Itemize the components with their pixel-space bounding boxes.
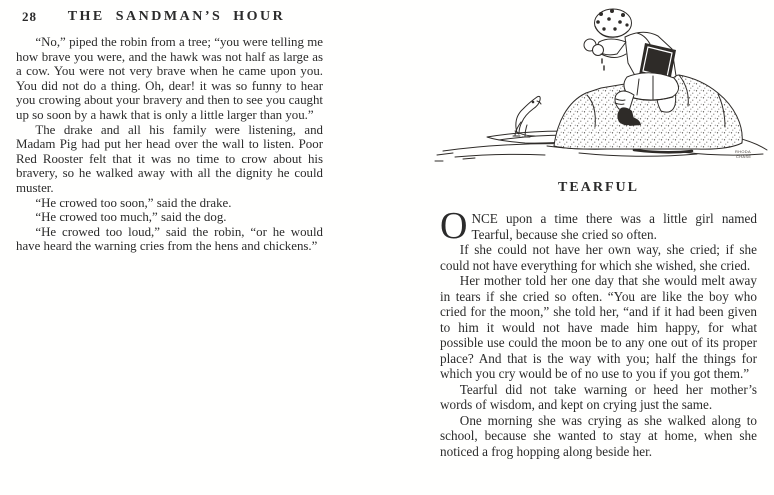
paragraph: “He crowed too loud,” said the robin, “or he would have heard the warning cries from the hens and chickens.” bbox=[16, 224, 323, 254]
running-header: THE SANDMAN’S HOUR bbox=[67, 9, 286, 24]
paragraph: Tearful did not take warning or heed her mother’s words of wisdom, and kept on crying just the same. bbox=[440, 381, 757, 412]
paragraph: Her mother told her one day that she would melt away in tears if she cried so often. “You are like the boy who cried for the moon,” she told her, “and if it had been given to him it would not have made him happy, for what possible use could the moon be to any one out of its proper place? And that is the way with you; half the things for which you cry would be of no use to you if you got them.” bbox=[440, 273, 757, 381]
left-page-text bbox=[16, 35, 323, 254]
opening-paragraph bbox=[440, 205, 757, 247]
paragraph: “No,” piped the robin from a tree; “you were telling me how brave you were, and the hawk was not half as large as a cow. You were not very brave when he came upon you. You did not do a thing. Oh, dear! it was so funny to hear you crowing about your bravery and then to see you caught up so soon by a hawk that is only a little larger than you.” bbox=[16, 35, 323, 122]
paragraph: One morning she was crying as she walked along to school, because she wanted to stay at home, when she noticed a frog hopping along beside her. bbox=[440, 412, 757, 459]
frog-drawing bbox=[513, 96, 541, 137]
page-number: 28 bbox=[22, 9, 37, 24]
paragraph: The drake and all his family were listening, and Madam Pig had put her head over the wall to listen. Poor Red Rooster felt that it was no time to crow about his bravery, so he walked away with all the dignity he could muster. bbox=[16, 122, 323, 195]
bonnet-drawing bbox=[595, 9, 632, 37]
opening-text: NCE upon a time there was a little girl named Tearful, because she cried so often. bbox=[471, 211, 757, 242]
drop-cap: O bbox=[440, 205, 468, 247]
right-page bbox=[387, 0, 774, 495]
paragraph: “He crowed too much,” said the dog. bbox=[35, 210, 227, 225]
tearful-illustration bbox=[428, 5, 770, 170]
illustrator-signature: RHODA CHASE bbox=[735, 149, 752, 159]
right-page-text bbox=[440, 205, 757, 459]
paragraph: “He crowed too soon,” said the drake. bbox=[35, 195, 232, 210]
story-title: TEARFUL bbox=[558, 180, 639, 195]
paragraph: If she could not have her own way, she cried; if she could not have everything for which she wished, she cried. bbox=[440, 242, 757, 273]
